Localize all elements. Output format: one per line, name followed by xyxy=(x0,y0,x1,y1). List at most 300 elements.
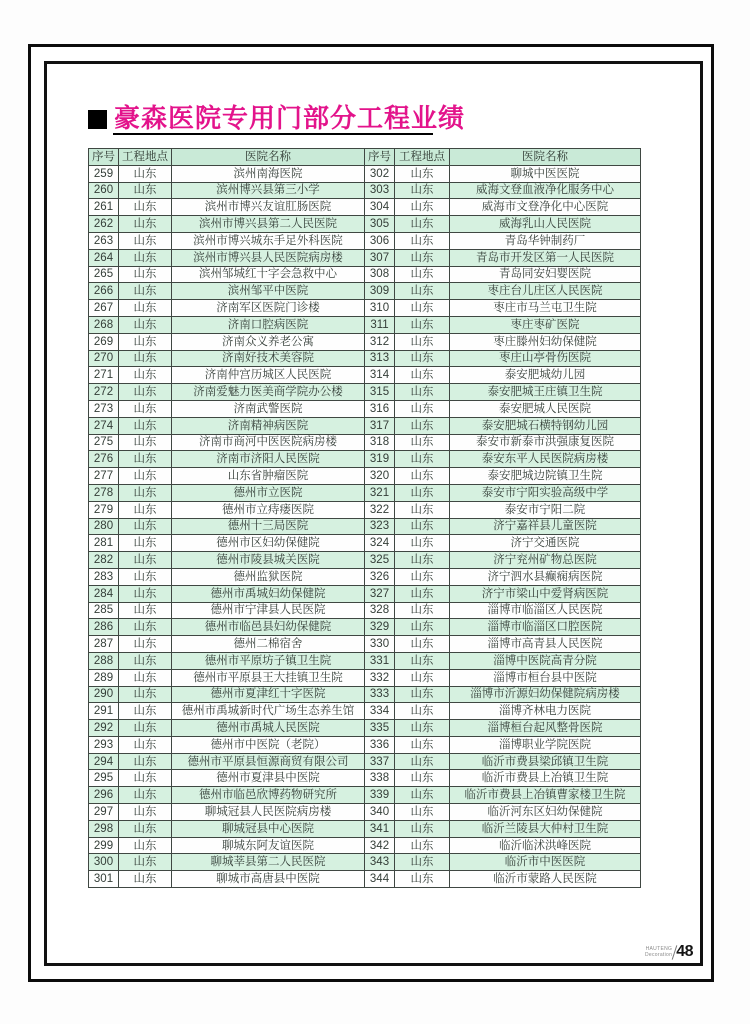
cell-hospital-right: 淄博中医院高青分院 xyxy=(450,652,641,669)
cell-seq-right: 336 xyxy=(365,736,395,753)
cell-hospital-right: 淄博市沂源妇幼保健院病房楼 xyxy=(450,686,641,703)
cell-hospital-left: 滨州市博兴县人民医院病房楼 xyxy=(172,249,365,266)
cell-location-right: 山东 xyxy=(395,736,450,753)
cell-seq-left: 285 xyxy=(89,602,119,619)
cell-location-right: 山东 xyxy=(395,484,450,501)
cell-hospital-left: 济南口腔病医院 xyxy=(172,316,365,333)
cell-location-right: 山东 xyxy=(395,871,450,888)
cell-location-right: 山东 xyxy=(395,333,450,350)
cell-seq-left: 267 xyxy=(89,300,119,317)
cell-hospital-left: 德州市临邑县妇幼保健院 xyxy=(172,619,365,636)
cell-location-left: 山东 xyxy=(119,283,172,300)
cell-seq-left: 282 xyxy=(89,552,119,569)
cell-seq-left: 301 xyxy=(89,871,119,888)
table-row xyxy=(89,384,641,401)
cell-seq-left: 278 xyxy=(89,484,119,501)
cell-hospital-left: 济南市济阳人民医院 xyxy=(172,451,365,468)
cell-seq-left: 274 xyxy=(89,417,119,434)
cell-location-right: 山东 xyxy=(395,165,450,182)
table-row xyxy=(89,636,641,653)
table-row xyxy=(89,182,641,199)
cell-location-left: 山东 xyxy=(119,568,172,585)
table-row xyxy=(89,568,641,585)
cell-seq-left: 259 xyxy=(89,165,119,182)
cell-location-right: 山东 xyxy=(395,316,450,333)
cell-location-left: 山东 xyxy=(119,417,172,434)
cell-hospital-left: 济南好技术美容院 xyxy=(172,350,365,367)
cell-hospital-right: 威海市文登净化中心医院 xyxy=(450,199,641,216)
cell-hospital-left: 聊城冠县中心医院 xyxy=(172,820,365,837)
cell-hospital-left: 德州市宁津县人民医院 xyxy=(172,602,365,619)
cell-seq-left: 294 xyxy=(89,753,119,770)
cell-hospital-right: 泰安市新泰市洪强康复医院 xyxy=(450,434,641,451)
cell-location-left: 山东 xyxy=(119,316,172,333)
table-row xyxy=(89,333,641,350)
cell-location-left: 山东 xyxy=(119,736,172,753)
cell-location-right: 山东 xyxy=(395,400,450,417)
cell-seq-right: 317 xyxy=(365,417,395,434)
cell-location-right: 山东 xyxy=(395,266,450,283)
cell-location-left: 山东 xyxy=(119,871,172,888)
cell-hospital-left: 德州市平原县王大挂镇卫生院 xyxy=(172,669,365,686)
cell-hospital-left: 德州市临邑欣博药物研究所 xyxy=(172,787,365,804)
cell-location-right: 山东 xyxy=(395,753,450,770)
cell-location-right: 山东 xyxy=(395,384,450,401)
cell-seq-left: 287 xyxy=(89,636,119,653)
cell-seq-right: 318 xyxy=(365,434,395,451)
cell-hospital-right: 泰安市宁阳二院 xyxy=(450,501,641,518)
cell-location-right: 山东 xyxy=(395,501,450,518)
cell-seq-left: 268 xyxy=(89,316,119,333)
table-row xyxy=(89,871,641,888)
cell-seq-left: 280 xyxy=(89,518,119,535)
cell-location-left: 山东 xyxy=(119,484,172,501)
table-row xyxy=(89,552,641,569)
cell-seq-right: 320 xyxy=(365,468,395,485)
cell-hospital-left: 德州市夏津红十字医院 xyxy=(172,686,365,703)
cell-hospital-right: 临沂市蒙路人民医院 xyxy=(450,871,641,888)
table-row xyxy=(89,165,641,182)
cell-hospital-left: 德州市陵县城关医院 xyxy=(172,552,365,569)
cell-location-left: 山东 xyxy=(119,669,172,686)
cell-seq-left: 291 xyxy=(89,703,119,720)
cell-location-right: 山东 xyxy=(395,703,450,720)
page-number: 48 xyxy=(676,943,693,960)
cell-hospital-left: 德州市平原坊子镇卫生院 xyxy=(172,652,365,669)
cell-location-right: 山东 xyxy=(395,585,450,602)
cell-hospital-right: 临沂市费县上冶镇卫生院 xyxy=(450,770,641,787)
cell-seq-left: 298 xyxy=(89,820,119,837)
cell-location-left: 山东 xyxy=(119,820,172,837)
cell-hospital-left: 聊城东阿友谊医院 xyxy=(172,837,365,854)
cell-hospital-left: 滨州市博兴县第二人民医院 xyxy=(172,216,365,233)
cell-location-right: 山东 xyxy=(395,568,450,585)
cell-hospital-right: 济宁兖州矿物总医院 xyxy=(450,552,641,569)
cell-hospital-left: 德州市立医院 xyxy=(172,484,365,501)
cell-hospital-right: 淄博市临淄区人民医院 xyxy=(450,602,641,619)
cell-hospital-left: 滨州市博兴城东手足外科医院 xyxy=(172,232,365,249)
cell-hospital-right: 泰安肥城人民医院 xyxy=(450,400,641,417)
cell-hospital-right: 淄博市桓台县中医院 xyxy=(450,669,641,686)
cell-seq-left: 269 xyxy=(89,333,119,350)
table-row xyxy=(89,216,641,233)
table-row xyxy=(89,484,641,501)
cell-seq-right: 305 xyxy=(365,216,395,233)
cell-seq-right: 313 xyxy=(365,350,395,367)
cell-location-left: 山东 xyxy=(119,770,172,787)
cell-seq-left: 279 xyxy=(89,501,119,518)
table-row xyxy=(89,400,641,417)
cell-hospital-right: 济宁泗水县癫痫病医院 xyxy=(450,568,641,585)
cell-seq-left: 273 xyxy=(89,400,119,417)
table-row xyxy=(89,585,641,602)
cell-location-right: 山东 xyxy=(395,602,450,619)
table-row xyxy=(89,434,641,451)
cell-location-left: 山东 xyxy=(119,300,172,317)
cell-hospital-left: 德州市区妇幼保健院 xyxy=(172,535,365,552)
cell-seq-right: 328 xyxy=(365,602,395,619)
cell-seq-left: 292 xyxy=(89,720,119,737)
projects-table xyxy=(88,148,641,888)
cell-seq-right: 321 xyxy=(365,484,395,501)
cell-seq-left: 283 xyxy=(89,568,119,585)
header-location-left: 工程地点 xyxy=(119,149,172,166)
title-underline xyxy=(113,133,433,135)
cell-location-right: 山东 xyxy=(395,636,450,653)
table-row xyxy=(89,736,641,753)
table-row xyxy=(89,669,641,686)
table-row xyxy=(89,770,641,787)
cell-location-left: 山东 xyxy=(119,837,172,854)
cell-location-right: 山东 xyxy=(395,652,450,669)
cell-seq-right: 324 xyxy=(365,535,395,552)
cell-hospital-right: 泰安肥城边院镇卫生院 xyxy=(450,468,641,485)
cell-location-left: 山东 xyxy=(119,451,172,468)
table-row xyxy=(89,753,641,770)
cell-location-right: 山东 xyxy=(395,216,450,233)
cell-hospital-left: 济南仲宫历城区人民医院 xyxy=(172,367,365,384)
cell-hospital-right: 威海乳山人民医院 xyxy=(450,216,641,233)
cell-location-left: 山东 xyxy=(119,602,172,619)
cell-hospital-right: 济宁市梁山中爱肾病医院 xyxy=(450,585,641,602)
cell-location-left: 山东 xyxy=(119,619,172,636)
cell-location-left: 山东 xyxy=(119,165,172,182)
cell-seq-left: 284 xyxy=(89,585,119,602)
cell-seq-right: 304 xyxy=(365,199,395,216)
cell-seq-right: 344 xyxy=(365,871,395,888)
cell-hospital-right: 枣庄山亭骨伤医院 xyxy=(450,350,641,367)
cell-location-left: 山东 xyxy=(119,535,172,552)
cell-hospital-right: 临沂市中医医院 xyxy=(450,854,641,871)
cell-seq-right: 312 xyxy=(365,333,395,350)
cell-seq-left: 295 xyxy=(89,770,119,787)
brand-page-marker xyxy=(645,943,693,961)
cell-location-left: 山东 xyxy=(119,787,172,804)
cell-hospital-right: 临沂兰陵县大仲村卫生院 xyxy=(450,820,641,837)
table-row xyxy=(89,652,641,669)
cell-seq-right: 340 xyxy=(365,804,395,821)
cell-location-right: 山东 xyxy=(395,182,450,199)
cell-location-left: 山东 xyxy=(119,216,172,233)
cell-seq-left: 262 xyxy=(89,216,119,233)
cell-location-left: 山东 xyxy=(119,232,172,249)
cell-hospital-right: 青岛同安妇婴医院 xyxy=(450,266,641,283)
cell-hospital-right: 青岛华钟制药厂 xyxy=(450,232,641,249)
cell-seq-left: 260 xyxy=(89,182,119,199)
cell-seq-right: 329 xyxy=(365,619,395,636)
cell-location-right: 山东 xyxy=(395,720,450,737)
cell-hospital-left: 济南武警医院 xyxy=(172,400,365,417)
header-hospital-left: 医院名称 xyxy=(172,149,365,166)
cell-location-right: 山东 xyxy=(395,854,450,871)
cell-seq-left: 286 xyxy=(89,619,119,636)
cell-location-left: 山东 xyxy=(119,434,172,451)
cell-seq-right: 334 xyxy=(365,703,395,720)
cell-location-right: 山东 xyxy=(395,300,450,317)
cell-hospital-right: 泰安肥城王庄镇卫生院 xyxy=(450,384,641,401)
cell-seq-right: 339 xyxy=(365,787,395,804)
cell-hospital-right: 枣庄市马兰屯卫生院 xyxy=(450,300,641,317)
cell-location-right: 山东 xyxy=(395,518,450,535)
cell-hospital-left: 济南精神病医院 xyxy=(172,417,365,434)
cell-location-left: 山东 xyxy=(119,703,172,720)
cell-location-left: 山东 xyxy=(119,804,172,821)
cell-hospital-left: 聊城市高唐县中医院 xyxy=(172,871,365,888)
cell-seq-right: 342 xyxy=(365,837,395,854)
cell-location-left: 山东 xyxy=(119,333,172,350)
cell-location-left: 山东 xyxy=(119,501,172,518)
cell-hospital-left: 德州十三局医院 xyxy=(172,518,365,535)
table-row xyxy=(89,232,641,249)
cell-seq-left: 276 xyxy=(89,451,119,468)
cell-location-right: 山东 xyxy=(395,468,450,485)
cell-seq-left: 296 xyxy=(89,787,119,804)
cell-location-right: 山东 xyxy=(395,283,450,300)
cell-location-right: 山东 xyxy=(395,619,450,636)
cell-hospital-right: 泰安东平人民医院病房楼 xyxy=(450,451,641,468)
table-row xyxy=(89,720,641,737)
brand-text xyxy=(645,946,672,958)
cell-seq-right: 315 xyxy=(365,384,395,401)
cell-hospital-right: 淄博职业学院医院 xyxy=(450,736,641,753)
cell-seq-right: 325 xyxy=(365,552,395,569)
cell-seq-left: 271 xyxy=(89,367,119,384)
cell-seq-left: 300 xyxy=(89,854,119,871)
cell-location-right: 山东 xyxy=(395,367,450,384)
cell-seq-right: 335 xyxy=(365,720,395,737)
cell-location-left: 山东 xyxy=(119,384,172,401)
cell-hospital-left: 济南众义养老公寓 xyxy=(172,333,365,350)
cell-seq-right: 319 xyxy=(365,451,395,468)
cell-seq-right: 322 xyxy=(365,501,395,518)
cell-seq-left: 289 xyxy=(89,669,119,686)
cell-seq-left: 290 xyxy=(89,686,119,703)
table-row xyxy=(89,249,641,266)
table-row xyxy=(89,300,641,317)
table-row xyxy=(89,837,641,854)
brand-line-1: HAUTENG xyxy=(645,946,673,952)
cell-hospital-left: 德州市平原县恒源商贸有限公司 xyxy=(172,753,365,770)
cell-location-right: 山东 xyxy=(395,787,450,804)
cell-hospital-right: 泰安肥城石横特钢幼儿园 xyxy=(450,417,641,434)
cell-location-right: 山东 xyxy=(395,451,450,468)
cell-hospital-left: 滨州南海医院 xyxy=(172,165,365,182)
cell-seq-right: 337 xyxy=(365,753,395,770)
cell-location-left: 山东 xyxy=(119,552,172,569)
cell-hospital-left: 滨州邹城红十字会急救中心 xyxy=(172,266,365,283)
cell-seq-right: 307 xyxy=(365,249,395,266)
page-title: 豪森医院专用门部分工程业绩 xyxy=(114,103,466,133)
cell-location-left: 山东 xyxy=(119,686,172,703)
cell-seq-left: 277 xyxy=(89,468,119,485)
table-row xyxy=(89,199,641,216)
table-row xyxy=(89,686,641,703)
cell-location-left: 山东 xyxy=(119,199,172,216)
table-row xyxy=(89,619,641,636)
cell-seq-right: 308 xyxy=(365,266,395,283)
cell-seq-right: 331 xyxy=(365,652,395,669)
cell-hospital-left: 聊城冠县人民医院病房楼 xyxy=(172,804,365,821)
cell-location-right: 山东 xyxy=(395,232,450,249)
cell-seq-left: 281 xyxy=(89,535,119,552)
cell-seq-left: 265 xyxy=(89,266,119,283)
cell-location-left: 山东 xyxy=(119,720,172,737)
cell-hospital-right: 枣庄滕州妇幼保健院 xyxy=(450,333,641,350)
table-row xyxy=(89,703,641,720)
cell-hospital-left: 德州监狱医院 xyxy=(172,568,365,585)
cell-location-left: 山东 xyxy=(119,367,172,384)
cell-seq-right: 333 xyxy=(365,686,395,703)
cell-location-left: 山东 xyxy=(119,854,172,871)
header-hospital-right: 医院名称 xyxy=(450,149,641,166)
cell-hospital-left: 济南市商河中医医院病房楼 xyxy=(172,434,365,451)
cell-seq-right: 343 xyxy=(365,854,395,871)
table-row xyxy=(89,804,641,821)
cell-hospital-right: 泰安市宁阳实验高级中学 xyxy=(450,484,641,501)
cell-location-left: 山东 xyxy=(119,518,172,535)
cell-hospital-left: 济南军区医院门诊楼 xyxy=(172,300,365,317)
cell-location-left: 山东 xyxy=(119,249,172,266)
cell-hospital-right: 聊城中医医院 xyxy=(450,165,641,182)
cell-location-right: 山东 xyxy=(395,199,450,216)
cell-location-right: 山东 xyxy=(395,804,450,821)
cell-location-right: 山东 xyxy=(395,820,450,837)
cell-hospital-right: 临沂河东区妇幼保健院 xyxy=(450,804,641,821)
cell-hospital-left: 山东省肿瘤医院 xyxy=(172,468,365,485)
cell-hospital-left: 德州市夏津县中医院 xyxy=(172,770,365,787)
cell-location-right: 山东 xyxy=(395,350,450,367)
cell-location-left: 山东 xyxy=(119,400,172,417)
cell-hospital-right: 临沂市费县梁邱镇卫生院 xyxy=(450,753,641,770)
header-seq-left: 序号 xyxy=(89,149,119,166)
cell-seq-left: 270 xyxy=(89,350,119,367)
cell-hospital-left: 德州市禹城新时代广场生态养生馆 xyxy=(172,703,365,720)
title-bullet-square xyxy=(88,110,107,129)
cell-location-left: 山东 xyxy=(119,652,172,669)
cell-seq-left: 261 xyxy=(89,199,119,216)
cell-seq-right: 330 xyxy=(365,636,395,653)
header-seq-right: 序号 xyxy=(365,149,395,166)
cell-hospital-right: 枣庄台儿庄区人民医院 xyxy=(450,283,641,300)
cell-seq-right: 327 xyxy=(365,585,395,602)
cell-hospital-right: 临沂临沭洪峰医院 xyxy=(450,837,641,854)
cell-seq-left: 297 xyxy=(89,804,119,821)
cell-seq-right: 309 xyxy=(365,283,395,300)
table-row xyxy=(89,820,641,837)
cell-location-left: 山东 xyxy=(119,468,172,485)
table-row xyxy=(89,501,641,518)
cell-seq-right: 314 xyxy=(365,367,395,384)
cell-hospital-right: 淄博市临淄区口腔医院 xyxy=(450,619,641,636)
cell-seq-left: 299 xyxy=(89,837,119,854)
cell-hospital-right: 淄博桓台起风整骨医院 xyxy=(450,720,641,737)
brand-line-2: Decoration xyxy=(645,952,673,958)
table-row xyxy=(89,367,641,384)
cell-hospital-left: 德州市立痔瘘医院 xyxy=(172,501,365,518)
cell-hospital-right: 枣庄枣矿医院 xyxy=(450,316,641,333)
cell-hospital-right: 济宁交通医院 xyxy=(450,535,641,552)
cell-hospital-left: 德州市中医院（老院） xyxy=(172,736,365,753)
cell-hospital-right: 泰安肥城幼儿园 xyxy=(450,367,641,384)
cell-hospital-right: 临沂市费县上冶镇曹家楼卫生院 xyxy=(450,787,641,804)
cell-seq-left: 275 xyxy=(89,434,119,451)
cell-location-right: 山东 xyxy=(395,535,450,552)
cell-hospital-left: 聊城莘县第二人民医院 xyxy=(172,854,365,871)
cell-hospital-left: 德州市禹城人民医院 xyxy=(172,720,365,737)
cell-location-left: 山东 xyxy=(119,636,172,653)
cell-location-right: 山东 xyxy=(395,417,450,434)
table-row xyxy=(89,316,641,333)
cell-seq-right: 326 xyxy=(365,568,395,585)
cell-seq-right: 316 xyxy=(365,400,395,417)
table-row xyxy=(89,602,641,619)
header-location-right: 工程地点 xyxy=(395,149,450,166)
cell-seq-left: 272 xyxy=(89,384,119,401)
table-header-row xyxy=(89,149,641,166)
cell-seq-left: 263 xyxy=(89,232,119,249)
cell-seq-right: 306 xyxy=(365,232,395,249)
table-row xyxy=(89,518,641,535)
cell-seq-left: 288 xyxy=(89,652,119,669)
cell-hospital-left: 滨州市博兴友谊肛肠医院 xyxy=(172,199,365,216)
cell-location-right: 山东 xyxy=(395,552,450,569)
cell-location-right: 山东 xyxy=(395,686,450,703)
cell-hospital-right: 济宁嘉祥县儿童医院 xyxy=(450,518,641,535)
cell-seq-left: 266 xyxy=(89,283,119,300)
table-row xyxy=(89,283,641,300)
table-row xyxy=(89,854,641,871)
cell-location-right: 山东 xyxy=(395,434,450,451)
cell-hospital-right: 威海文登血液净化服务中心 xyxy=(450,182,641,199)
cell-seq-left: 264 xyxy=(89,249,119,266)
cell-location-right: 山东 xyxy=(395,249,450,266)
cell-hospital-left: 济南爱魅力医美商学院办公楼 xyxy=(172,384,365,401)
table-row xyxy=(89,350,641,367)
cell-location-right: 山东 xyxy=(395,669,450,686)
table-row xyxy=(89,417,641,434)
cell-seq-right: 302 xyxy=(365,165,395,182)
cell-hospital-left: 滨州邹平中医院 xyxy=(172,283,365,300)
cell-seq-right: 311 xyxy=(365,316,395,333)
projects-table-body xyxy=(89,165,641,887)
cell-location-left: 山东 xyxy=(119,182,172,199)
table-row xyxy=(89,535,641,552)
cell-location-left: 山东 xyxy=(119,753,172,770)
cell-seq-right: 341 xyxy=(365,820,395,837)
table-row xyxy=(89,451,641,468)
cell-location-left: 山东 xyxy=(119,266,172,283)
cell-seq-right: 323 xyxy=(365,518,395,535)
